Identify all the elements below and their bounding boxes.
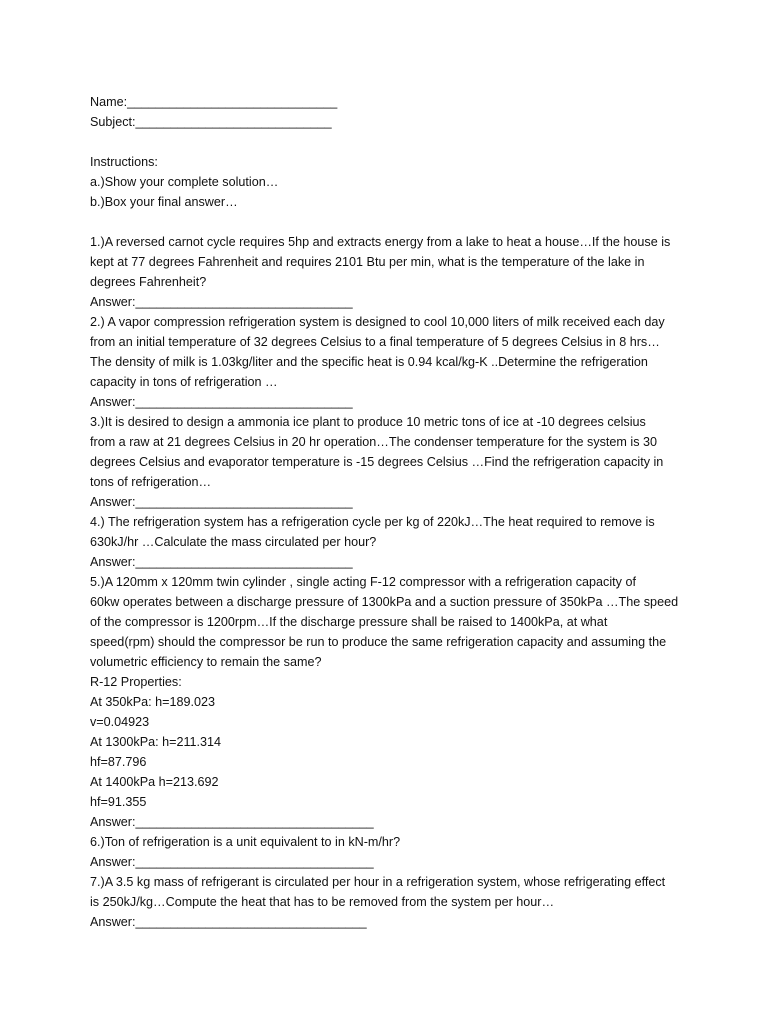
question-line: from an initial temperature of 32 degrees Celsius to a final temperature of 5 degrees Celsius in 8 hrs… [90,335,660,349]
name-field[interactable]: Name:______________________________ [90,95,338,109]
question-1 [90,232,708,312]
question-line: 5.)A 120mm x 120mm twin cylinder , single acting F-12 compressor with a refrigeration capacity of [90,575,636,589]
question-4 [90,512,708,572]
question-line: hf=91.355 [90,795,147,809]
question-line: 4.) The refrigeration system has a refrigeration cycle per kg of 220kJ…The heat required to remove is [90,515,655,529]
question-6 [90,832,708,872]
spacer [90,132,708,152]
question-line: At 1300kPa: h=211.314 [90,735,222,749]
question-line: hf=87.796 [90,755,147,769]
instruction-b: b.)Box your final answer… [90,195,238,209]
question-line: tons of refrigeration… [90,475,212,489]
question-5 [90,572,708,832]
question-line: 1.)A reversed carnot cycle requires 5hp and extracts energy from a lake to heat a house…If the house is [90,235,671,249]
question-line: 630kJ/hr …Calculate the mass circulated per hour? [90,535,377,549]
subject-field[interactable]: Subject:____________________________ [90,115,332,129]
spacer [90,212,708,232]
question-line: degrees Celsius and evaporator temperature is -15 degrees Celsius …Find the refrigeration capacity in [90,455,664,469]
question-line: capacity in tons of refrigeration … [90,375,278,389]
question-7 [90,872,708,932]
question-text [90,832,708,852]
question-line: volumetric efficiency to remain the same? [90,655,322,669]
question-line: 2.) A vapor compression refrigeration system is designed to cool 10,000 liters of milk received each day [90,315,665,329]
question-line: degrees Fahrenheit? [90,275,207,289]
question-line: 60kw operates between a discharge pressure of 1300kPa and a suction pressure of 350kPa …The speed [90,595,679,609]
question-3 [90,412,708,512]
answer-field[interactable]: Answer:_______________________________ [90,395,353,409]
question-text [90,512,708,552]
question-line: is 250kJ/kg…Compute the heat that has to be removed from the system per hour… [90,895,555,909]
question-line: R-12 Properties: [90,675,182,689]
question-text [90,232,708,292]
questions-list [90,232,708,932]
question-line: from a raw at 21 degrees Celsius in 20 hr operation…The condenser temperature for the system is 30 [90,435,658,449]
question-text [90,572,708,812]
answer-field[interactable]: Answer:_________________________________ [90,915,367,929]
question-line: v=0.04923 [90,715,150,729]
answer-field[interactable]: Answer:__________________________________ [90,855,374,869]
question-text [90,872,708,912]
question-line: 6.)Ton of refrigeration is a unit equivalent to in kN-m/hr? [90,835,401,849]
answer-field[interactable]: Answer:_______________________________ [90,495,353,509]
question-2 [90,312,708,412]
answer-field[interactable]: Answer:_______________________________ [90,555,353,569]
question-line: of the compressor is 1200rpm…If the discharge pressure shall be raised to 1400kPa, at what [90,615,608,629]
question-text [90,412,708,492]
question-line: The density of milk is 1.03kg/liter and the specific heat is 0.94 kcal/kg-K ..Determine the refrigeration [90,355,648,369]
question-line: kept at 77 degrees Fahrenheit and requires 2101 Btu per min, what is the temperature of the lake in [90,255,645,269]
question-line: 3.)It is desired to design a ammonia ice plant to produce 10 metric tons of ice at -10 degrees celsius [90,415,646,429]
question-line: speed(rpm) should the compressor be run to produce the same refrigeration capacity and assuming the [90,635,667,649]
question-line: At 1400kPa h=213.692 [90,775,219,789]
question-line: At 350kPa: h=189.023 [90,695,215,709]
question-line: 7.)A 3.5 kg mass of refrigerant is circulated per hour in a refrigeration system, whose refrigerating effect [90,875,666,889]
answer-field[interactable]: Answer:__________________________________ [90,815,374,829]
answer-field[interactable]: Answer:_______________________________ [90,295,353,309]
instructions-title: Instructions: [90,155,158,169]
instruction-a: a.)Show your complete solution… [90,175,279,189]
question-text [90,312,708,392]
